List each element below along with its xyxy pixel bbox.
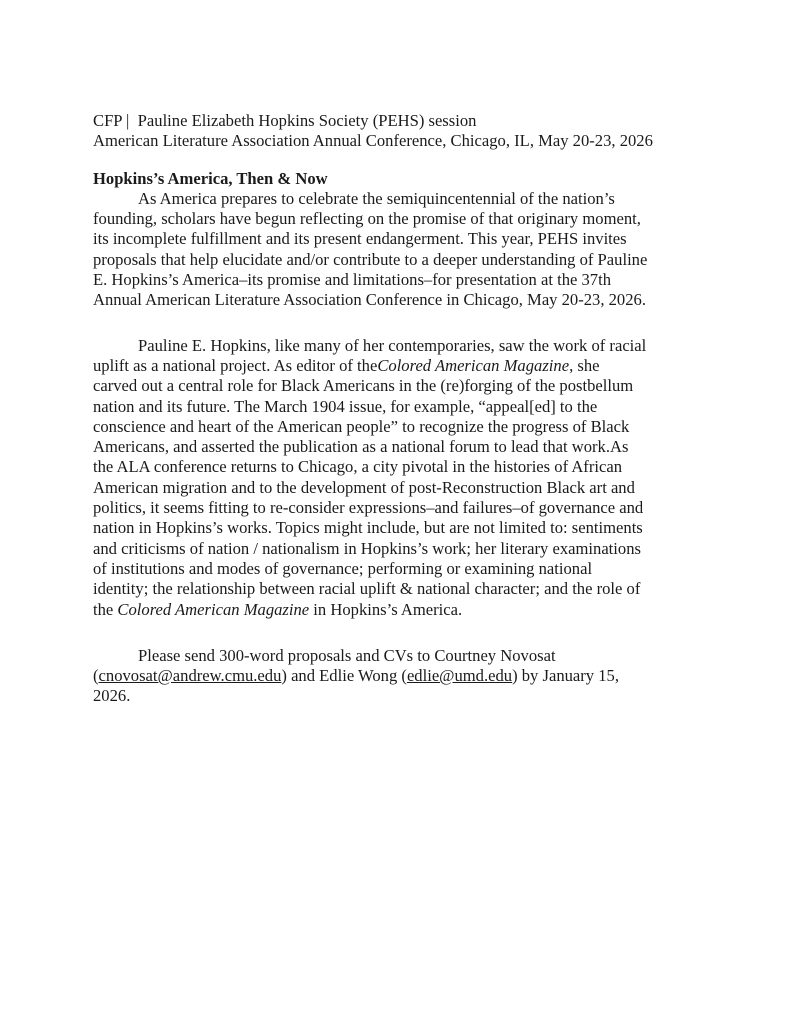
text-line	[93, 600, 758, 620]
text-line	[93, 417, 758, 437]
document-title: Hopkins’s America, Then & Now	[93, 168, 328, 188]
text-line	[93, 646, 758, 666]
text-run: Americans, and asserted the publication as a national forum to lead that work.As	[93, 437, 629, 457]
paragraph-submission	[93, 646, 758, 707]
paragraph-body	[93, 336, 758, 620]
text-run: (	[93, 666, 99, 686]
text-run: identity; the relationship between racial uplift & national character; and the role of	[93, 579, 641, 599]
text-line	[93, 356, 758, 376]
text-run: E. Hopkins’s America–its promise and limitations–for presentation at the 37th	[93, 270, 612, 290]
cfp-header-line: CFP | Pauline Elizabeth Hopkins Society (PEHS) session	[93, 111, 477, 130]
text-line	[93, 478, 758, 498]
text-run: nation in Hopkins’s works. Topics might include, but are not limited to: sentiments	[93, 518, 643, 538]
text-line	[93, 539, 758, 559]
text-line	[93, 457, 758, 477]
text-run: Pauline E. Hopkins, like many of her contemporaries, saw the work of racial	[138, 335, 647, 355]
text-line	[93, 189, 758, 209]
text-run: of institutions and modes of governance; performing or examining national	[93, 558, 593, 578]
magazine-title-italic: Colored American Magazine	[117, 599, 310, 619]
text-line	[93, 376, 758, 396]
text-run: , she	[569, 355, 600, 375]
text-run: American migration and to the development of post-Reconstruction Black art and	[93, 477, 635, 497]
email-link-edlie[interactable]: edlie@umd.edu	[406, 666, 513, 686]
text-run: uplift as a national project. As editor of the	[93, 355, 378, 375]
text-line	[93, 559, 758, 579]
text-run: carved out a central role for Black Americans in the (re)forging of the postbellum	[93, 376, 634, 396]
text-line	[93, 498, 758, 518]
text-run: ) by January 15,	[512, 666, 619, 686]
text-run: founding, scholars have begun reflecting on the promise of that originary moment,	[93, 209, 641, 229]
text-run: in Hopkins’s America.	[309, 599, 463, 619]
text-run: ) and Edlie Wong (	[281, 666, 407, 686]
text-line	[93, 209, 758, 229]
text-line	[93, 229, 758, 249]
text-run: and criticisms of nation / nationalism in Hopkins’s work; her literary examinations	[93, 538, 641, 558]
text-line	[93, 686, 758, 706]
text-line	[93, 518, 758, 538]
text-run: the ALA conference returns to Chicago, a city pivotal in the histories of African	[93, 457, 622, 477]
paragraph-opening	[93, 189, 758, 311]
text-line	[93, 397, 758, 417]
text-line	[93, 437, 758, 457]
text-run: the	[93, 599, 118, 619]
text-line	[93, 666, 758, 686]
text-run: its incomplete fulfillment and its present endangerment. This year, PEHS invites	[93, 229, 627, 249]
text-line	[93, 290, 758, 310]
text-line	[93, 270, 758, 290]
text-run: 2026.	[93, 686, 131, 706]
conference-header-line: American Literature Association Annual Conference, Chicago, IL, May 20-23, 2026	[93, 131, 653, 151]
text-run: Annual American Literature Association Conference in Chicago, May 20-23, 2026.	[93, 290, 646, 310]
text-run: conscience and heart of the American people” to recognize the progress of Black	[93, 416, 630, 436]
magazine-title-italic: Colored American Magazine	[377, 355, 570, 375]
text-line	[93, 579, 758, 599]
text-run: nation and its future. The March 1904 issue, for example, “appeal[ed] to the	[93, 396, 598, 416]
text-run: Please send 300-word proposals and CVs to Courtney Novosat	[138, 645, 556, 665]
text-line	[93, 250, 758, 270]
text-line	[93, 336, 758, 356]
email-link-cnovosat[interactable]: cnovosat@andrew.cmu.edu	[98, 666, 282, 686]
text-run: proposals that help elucidate and/or contribute to a deeper understanding of Pauline	[93, 249, 648, 269]
text-run: politics, it seems fitting to re-consider expressions–and failures–of governance and	[93, 498, 644, 518]
document-content	[93, 111, 758, 707]
text-run: As America prepares to celebrate the semiquincentennial of the nation’s	[138, 188, 615, 208]
